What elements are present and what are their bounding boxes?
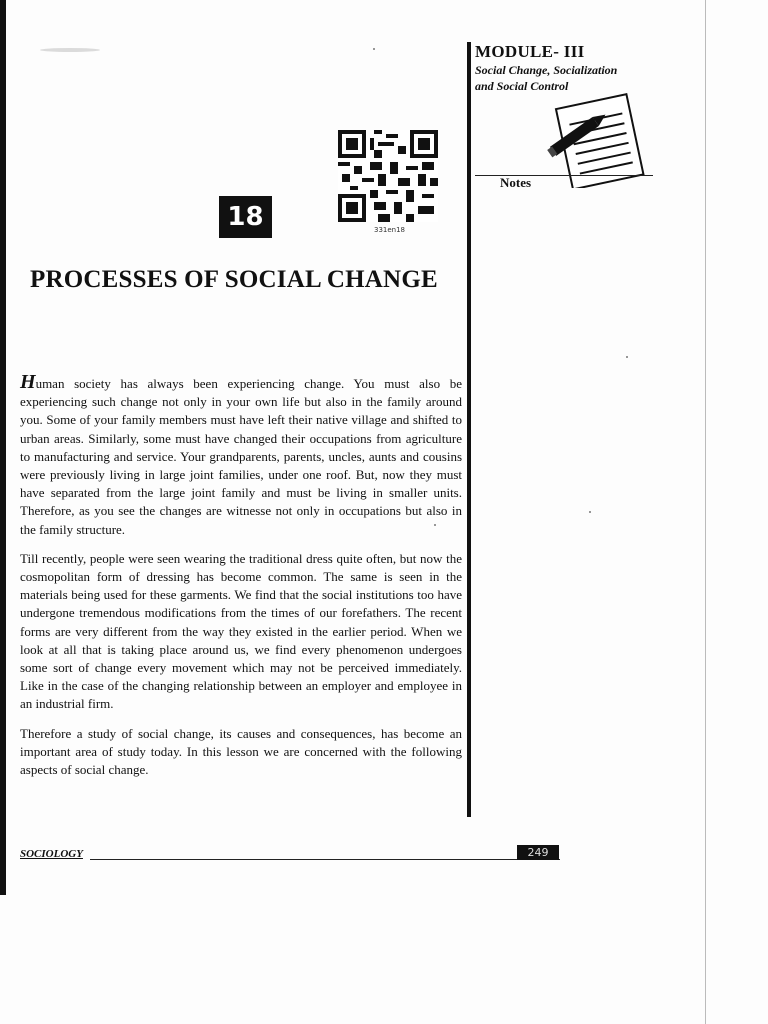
qr-caption: 331en18 (374, 226, 406, 234)
paragraph-1-text: uman society has always been experiencing change. You must also be experiencing such change not only in your own life but also in the family around you. Some of your family members must have left their native village and shifted to urban areas. Similarly, some must have changed their occupations from agriculture to manufacturing and service. Your grandparents, parents, uncles, aunts and cousins were previously living in large joint families, under one roof. But, now they must have separated from the large joint family and must be living in smaller units. Therefore, as you see the changes are witnesse not only in occupations but also in the family structure. (20, 376, 462, 537)
qr-code[interactable] (338, 130, 438, 222)
scan-speck (589, 511, 591, 513)
paragraph-1 (20, 371, 462, 539)
notes-label: Notes (500, 175, 532, 190)
scan-speck (40, 48, 100, 52)
drop-cap: H (20, 371, 36, 393)
notepad-pen-icon (543, 88, 653, 188)
page-edge-right (705, 0, 706, 1024)
paragraph-2: Till recently, people were seen wearing the traditional dress quite often, but now the cosmopolitan form of dressing has become common. The same is seen in the materials being used for these garments. We find that the social institutions too have undergone tremendous modifications from the times of our forefathers. The recent forms are very different from the way they existed in the earlier period. When we look at all that is taking place around us, we find every phenomenon undergoes some sort of change every movement which may not be perceived immediately. Like in the case of the changing relationship between an employer and employee in an industrial firm. (20, 550, 462, 712)
chapter-title: PROCESSES OF SOCIAL CHANGE (30, 266, 438, 293)
sidebar-divider (467, 42, 471, 817)
footer-rule (90, 859, 560, 860)
module-title: MODULE- III (475, 42, 585, 61)
module-subtitle-line2: and Social Control (475, 79, 569, 93)
body-text (20, 371, 462, 790)
scan-speck (626, 356, 628, 358)
paragraph-3: Therefore a study of social change, its causes and consequences, has become an important area of study today. In this lesson we are concerned with the following aspects of social change. (20, 725, 462, 778)
scan-border-left (0, 0, 6, 895)
module-subtitle-line1: Social Change, Socialization (475, 63, 618, 77)
module-header (475, 42, 675, 94)
scan-speck (373, 48, 375, 50)
page-number: 249 (517, 845, 559, 860)
footer-subject-label: SOCIOLOGY (20, 848, 83, 860)
chapter-number-badge: 18 (219, 196, 272, 238)
